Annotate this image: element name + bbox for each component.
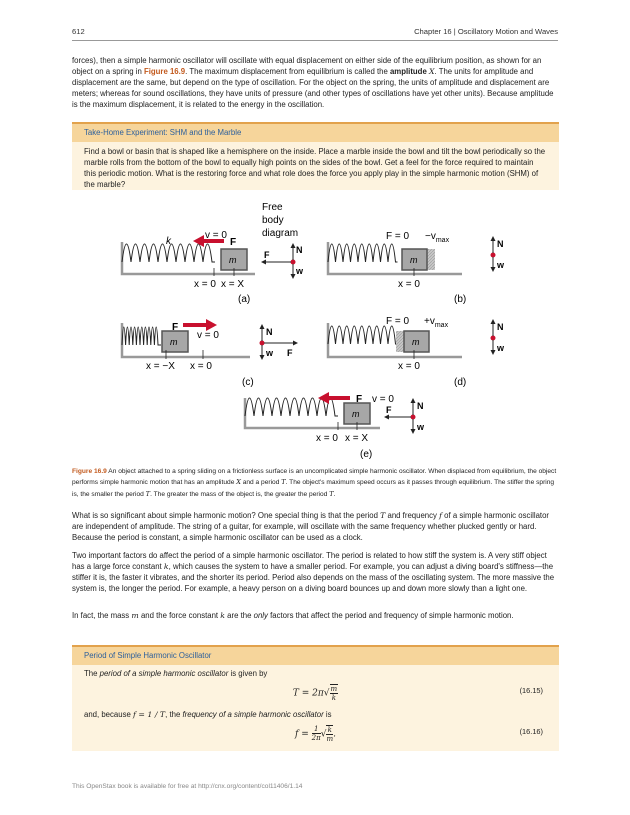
frequency-intro: and, because f = 1 / T, the frequency of a simple harmonic oscillator is	[84, 709, 332, 719]
label-b: (b)	[454, 294, 467, 305]
body-paragraph-2: Two important factors do affect the period of a simple harmonic oscillator. The period is related to how stiff the system is. A very stiff object has a large force constant k, which causes the system to have a smaller period. For example, you can adjust a diving board's stiffness—the stiffer it is, the faster it vibrates, and the shorter its period. Period also depends on the mass of the oscillating system. The more massive the system is, the longer the period. For example, a heavy person on a diving board bounces up and down more slowly than a light one.	[72, 551, 555, 593]
x-X-a: x = X	[221, 279, 245, 290]
label-d: (d)	[454, 377, 467, 388]
x-zero-d: x = 0	[398, 361, 420, 372]
fbd-e-F: F	[386, 405, 392, 415]
force-zero-b: F = 0	[386, 231, 410, 242]
figure-caption: Figure 16.9 An object attached to a spring sliding on a frictionless surface is an uncomplicated simple harmonic oscillator. When displaced from equilibrium, the object performs simple harmonic motion that has an amplitude X and a period T. The object's maximum speed occurs as it passes through equilibrium. The stiffer the spring is, the smaller the period T. The greater the mass of the object is, the greater the period T.	[72, 468, 557, 498]
fbd-e-N: N	[417, 401, 424, 411]
panel-a	[122, 230, 304, 305]
panel-e	[245, 392, 425, 460]
force-label-a: F	[230, 237, 237, 248]
intro-paragraph: forces), then a simple harmonic oscillator will oscillate with equal displacement on either side of the equilibrium position, as shown for an object on a spring in Figure 16.9. The maximum displacement from equilibrium is called the amplitude X. The units for amplitude and displacement are the same, but depend on the type of oscillation. For the object on the spring, the units of amplitude and displacement are meters; whereas for sound oscillations, they have units of pressure (and other types of oscillations have yet other units). Because amplitude is the maximum displacement, it is related to the energy in the oscillation.	[72, 56, 554, 109]
x-zero-e: x = 0	[316, 433, 338, 444]
force-label-c: F	[172, 322, 179, 333]
vmax-neg-b: $-v_{max}$	[425, 231, 450, 244]
fbd-title-1: Free	[262, 202, 283, 213]
equation-16-15: T = 2π√ $\frac{m}{k}$ (16.15)	[292, 684, 543, 702]
fbd-c-w: w	[266, 348, 274, 358]
x-zero-b: x = 0	[398, 279, 420, 290]
footer-note: This OpenStax book is available for free at http://cnx.org/content/col11406/1.14	[72, 783, 303, 790]
fbd-b-w: w	[497, 260, 505, 270]
vmax-pos-d: $+v_{max}$	[424, 316, 449, 329]
chapter-title: Chapter 16 | Oscillatory Motion and Waves	[414, 27, 558, 36]
mass-label-c: m	[170, 337, 178, 347]
mass-label-b: m	[410, 255, 418, 265]
equation-number-1: (16.15)	[519, 685, 543, 695]
fbd-a-F: F	[264, 250, 270, 260]
fbd-c-F: F	[287, 348, 293, 358]
page-number: 612	[72, 27, 85, 36]
period-box-title: Period of Simple Harmonic Oscillator	[72, 647, 559, 665]
experiment-title: Take-Home Experiment: SHM and the Marble	[72, 124, 559, 142]
spring-k-label: k	[166, 236, 171, 247]
equation-number-2: (16.16)	[519, 726, 543, 736]
experiment-body: Find a bowl or basin that is shaped like a hemisphere on the inside. Place a marble inside the bowl and tilt the bowl periodically so the marble rolls from the bottom of the bowl to equally high points on the sides of the bowl. Get a feel for the force required to maintain this periodic motion. What is the restoring force and what role does the force you apply play in the simple harmonic motion (SHM) of the marble?	[84, 147, 546, 189]
fbd-a-w: w	[296, 266, 304, 276]
body-paragraph-3: In fact, the mass m and the force constant k are the only factors that affect the period and frequency of simple harmonic motion.	[72, 611, 514, 620]
spring-figure	[0, 198, 630, 462]
x-negX-c: x = −X	[146, 361, 175, 372]
mass-label-d: m	[412, 337, 420, 347]
label-a: (a)	[238, 294, 251, 305]
force-label-e: F	[356, 394, 363, 405]
fbd-title-3: diagram	[262, 228, 299, 239]
velocity-label-c: v = 0	[197, 330, 219, 341]
label-e: (e)	[360, 449, 373, 460]
fbd-d-w: w	[497, 343, 505, 353]
panel-d	[328, 316, 505, 388]
panel-c	[122, 319, 297, 388]
fbd-d-N: N	[497, 322, 504, 332]
period-intro: The period of a simple harmonic oscillator is given by	[84, 669, 268, 678]
header-rule	[72, 40, 558, 41]
mass-label-a: m	[229, 255, 237, 265]
fbd-c-N: N	[266, 327, 273, 337]
period-box	[72, 645, 559, 751]
x-X-e: x = X	[345, 433, 369, 444]
velocity-label-e: v = 0	[372, 394, 394, 405]
velocity-label-a: v = 0	[205, 230, 227, 241]
force-zero-d: F = 0	[386, 316, 410, 327]
x-zero-a: x = 0	[194, 279, 216, 290]
label-c: (c)	[242, 377, 254, 388]
fbd-e-w: w	[417, 422, 425, 432]
equation-16-16: f = $\frac{1}{2\pi}$ √ $\frac{k}{m}$ . (16.16)	[295, 725, 543, 743]
fbd-title-2: body	[262, 215, 284, 226]
figure-link[interactable]: Figure 16.9	[143, 66, 186, 76]
experiment-box	[72, 122, 559, 190]
fbd-a-N: N	[296, 245, 303, 255]
panel-b	[328, 231, 505, 305]
fbd-b-N: N	[497, 239, 504, 249]
amplitude-term: amplitude	[389, 66, 427, 76]
x-zero-c: x = 0	[190, 361, 212, 372]
body-paragraph-1: What is so significant about simple harmonic motion? One special thing is that the period T and frequency f of a simple harmonic oscillator are independent of amplitude. The string of a guitar, for example, will oscillate with the same frequency whether plucked gently or hard. Because the period is constant, a simple harmonic oscillator can be used as a clock.	[72, 511, 550, 542]
mass-label-e: m	[352, 409, 360, 419]
